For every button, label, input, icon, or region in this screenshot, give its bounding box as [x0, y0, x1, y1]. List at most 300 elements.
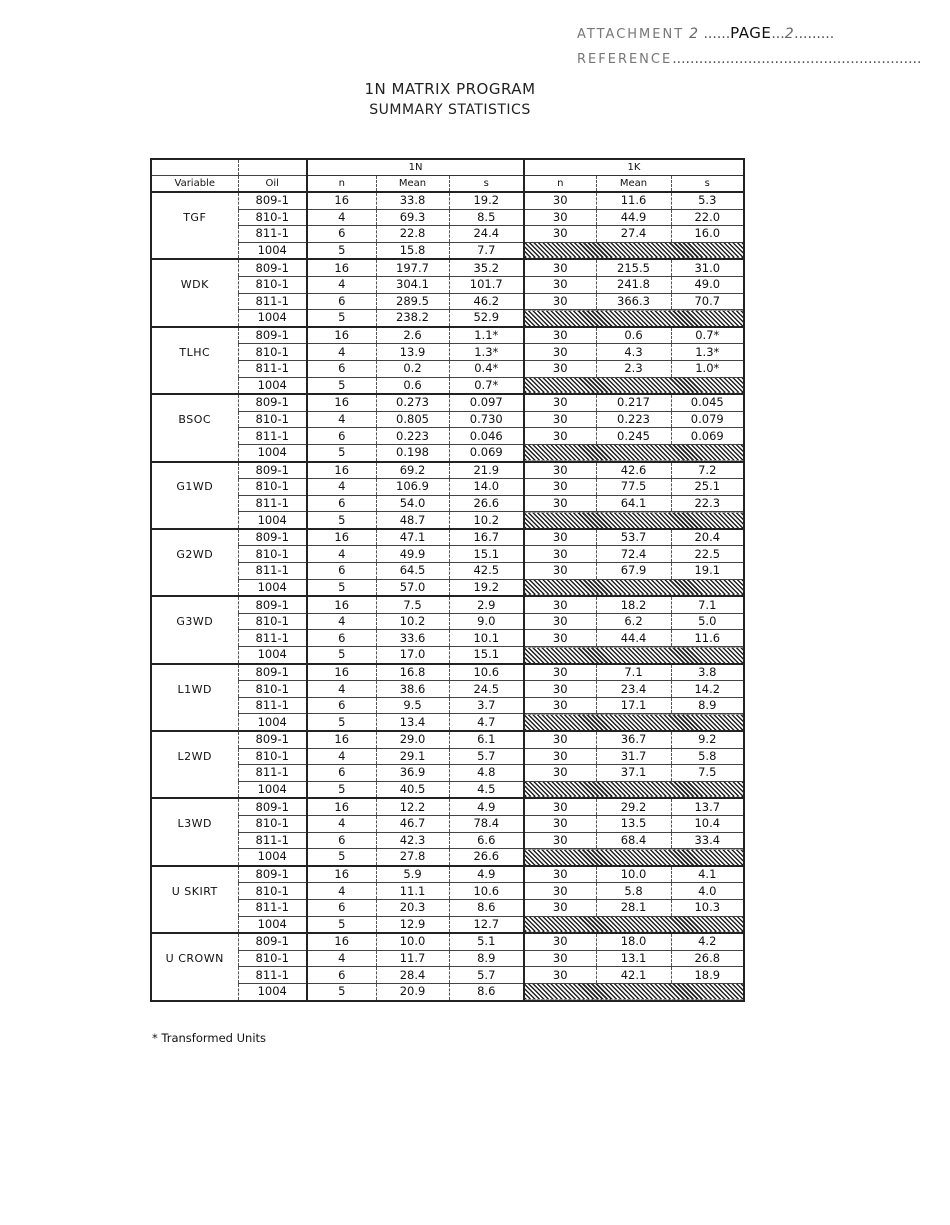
variable-cell [151, 967, 238, 984]
table-row [151, 630, 744, 647]
s-1n-cell: 9.0 [449, 613, 524, 630]
variable-cell [151, 462, 238, 479]
n-1k-cell: 30 [524, 360, 596, 377]
s-1k-cell: 18.9 [671, 967, 744, 984]
mean-1n-cell: 47.1 [376, 529, 449, 546]
s-1n-cell: 2.9 [449, 596, 524, 613]
table-row [151, 344, 744, 361]
n-1k-cell: 30 [524, 563, 596, 580]
s-1n-cell: 26.6 [449, 495, 524, 512]
n-1n-cell: 4 [307, 883, 376, 900]
mean-1k-cell: 0.217 [596, 394, 671, 411]
n-1k-cell: 30 [524, 765, 596, 782]
n-1n-cell: 4 [307, 546, 376, 563]
n-1n-cell: 4 [307, 276, 376, 293]
s-1k-cell: 10.4 [671, 815, 744, 832]
s-1n-cell: 4.8 [449, 765, 524, 782]
variable-cell [151, 192, 238, 209]
n-1n-cell: 5 [307, 579, 376, 596]
table-row [151, 529, 744, 546]
mean-1n-cell: 64.5 [376, 563, 449, 580]
mean-1n-cell: 27.8 [376, 849, 449, 866]
n-1k-cell: 30 [524, 933, 596, 950]
n-1n-cell: 5 [307, 444, 376, 461]
variable-cell [151, 647, 238, 664]
table-row [151, 781, 744, 798]
oil-cell: 811-1 [238, 226, 307, 243]
variable-cell [151, 563, 238, 580]
oil-cell: 1004 [238, 242, 307, 259]
n-1n-cell: 4 [307, 344, 376, 361]
page-title: 1N MATRIX PROGRAM [364, 80, 536, 98]
variable-cell [151, 529, 238, 546]
mean-1k-cell: 67.9 [596, 563, 671, 580]
table-row [151, 731, 744, 748]
n-1n-cell: 4 [307, 209, 376, 226]
n-1k-cell: 30 [524, 815, 596, 832]
variable-cell: L2WD [177, 749, 212, 763]
hatched-cell [524, 444, 744, 461]
s-1k-cell: 22.3 [671, 495, 744, 512]
mean-1k-cell: 53.7 [596, 529, 671, 546]
n-1n-cell: 6 [307, 428, 376, 445]
oil-cell: 811-1 [238, 967, 307, 984]
hatched-cell [524, 647, 744, 664]
variable-cell [151, 226, 238, 243]
table-row [151, 596, 744, 613]
oil-cell: 1004 [238, 647, 307, 664]
mean-1n-cell: 22.8 [376, 226, 449, 243]
n-1k-cell: 30 [524, 596, 596, 613]
mean-1k-cell: 10.0 [596, 866, 671, 883]
oil-cell: 809-1 [238, 462, 307, 479]
table-row [151, 479, 744, 496]
n-1n-cell: 5 [307, 781, 376, 798]
group-header-row [151, 159, 744, 176]
variable-cell [151, 579, 238, 596]
s-1k-cell: 3.8 [671, 664, 744, 681]
n-1n-cell: 4 [307, 681, 376, 698]
s-1k-cell: 25.1 [671, 479, 744, 496]
column-header-1k-mean: Mean [596, 176, 671, 193]
n-1k-cell: 30 [524, 479, 596, 496]
mean-1k-cell: 72.4 [596, 546, 671, 563]
oil-cell: 811-1 [238, 899, 307, 916]
s-1n-cell: 12.7 [449, 916, 524, 933]
mean-1n-cell: 69.3 [376, 209, 449, 226]
mean-1n-cell: 42.3 [376, 832, 449, 849]
table-row [151, 259, 744, 276]
mean-1k-cell: 0.223 [596, 411, 671, 428]
hatched-cell [524, 849, 744, 866]
n-1n-cell: 16 [307, 529, 376, 546]
variable-cell: L3WD [177, 817, 212, 831]
n-1k-cell: 30 [524, 613, 596, 630]
hatched-cell [524, 377, 744, 394]
s-1k-cell: 1.0* [671, 360, 744, 377]
s-1n-cell: 4.5 [449, 781, 524, 798]
s-1n-cell: 6.1 [449, 731, 524, 748]
mean-1n-cell: 54.0 [376, 495, 449, 512]
n-1k-cell: 30 [524, 209, 596, 226]
mean-1n-cell: 12.2 [376, 798, 449, 815]
mean-1n-cell: 38.6 [376, 681, 449, 698]
n-1n-cell: 5 [307, 647, 376, 664]
n-1k-cell: 30 [524, 495, 596, 512]
mean-1n-cell: 289.5 [376, 293, 449, 310]
mean-1k-cell: 13.5 [596, 815, 671, 832]
n-1k-cell: 30 [524, 546, 596, 563]
mean-1n-cell: 20.3 [376, 899, 449, 916]
table-row [151, 798, 744, 815]
table-body [151, 192, 744, 1001]
oil-cell: 810-1 [238, 546, 307, 563]
mean-1k-cell: 68.4 [596, 832, 671, 849]
table-row [151, 293, 744, 310]
mean-1n-cell: 48.7 [376, 512, 449, 529]
oil-cell: 811-1 [238, 697, 307, 714]
column-header-1k-n: n [524, 176, 596, 193]
hatched-cell [524, 714, 744, 731]
mean-1n-cell: 0.6 [376, 377, 449, 394]
hatched-cell [524, 512, 744, 529]
variable-cell [151, 377, 238, 394]
table-row [151, 546, 744, 563]
n-1n-cell: 16 [307, 596, 376, 613]
mean-1n-cell: 304.1 [376, 276, 449, 293]
oil-cell: 810-1 [238, 411, 307, 428]
mean-1n-cell: 29.1 [376, 748, 449, 765]
mean-1n-cell: 106.9 [376, 479, 449, 496]
n-1n-cell: 16 [307, 259, 376, 276]
n-1n-cell: 16 [307, 731, 376, 748]
n-1n-cell: 16 [307, 866, 376, 883]
n-1n-cell: 6 [307, 697, 376, 714]
group-1n-header: 1N [307, 159, 524, 176]
s-1n-cell: 52.9 [449, 310, 524, 327]
mean-1k-cell: 241.8 [596, 276, 671, 293]
mean-1k-cell: 31.7 [596, 748, 671, 765]
variable-cell [151, 327, 238, 344]
n-1n-cell: 5 [307, 242, 376, 259]
mean-1k-cell: 11.6 [596, 192, 671, 209]
mean-1n-cell: 49.9 [376, 546, 449, 563]
mean-1k-cell: 366.3 [596, 293, 671, 310]
page-subtitle: SUMMARY STATISTICS [369, 102, 531, 118]
table-row [151, 428, 744, 445]
s-1k-cell: 5.3 [671, 192, 744, 209]
mean-1n-cell: 197.7 [376, 259, 449, 276]
s-1n-cell: 6.6 [449, 832, 524, 849]
n-1k-cell: 30 [524, 731, 596, 748]
n-1k-cell: 30 [524, 832, 596, 849]
oil-cell: 1004 [238, 781, 307, 798]
oil-cell: 809-1 [238, 596, 307, 613]
mean-1n-cell: 11.1 [376, 883, 449, 900]
variable-cell [151, 731, 238, 748]
n-1k-cell: 30 [524, 462, 596, 479]
variable-cell [151, 293, 238, 310]
oil-cell: 810-1 [238, 479, 307, 496]
table-row [151, 883, 744, 900]
oil-cell: 809-1 [238, 192, 307, 209]
table-row [151, 613, 744, 630]
s-1n-cell: 101.7 [449, 276, 524, 293]
oil-cell: 810-1 [238, 748, 307, 765]
s-1n-cell: 10.6 [449, 883, 524, 900]
hatched-cell [524, 983, 744, 1000]
variable-cell: U SKIRT [171, 884, 218, 898]
mean-1n-cell: 33.6 [376, 630, 449, 647]
n-1n-cell: 4 [307, 748, 376, 765]
oil-cell: 811-1 [238, 360, 307, 377]
s-1k-cell: 10.3 [671, 899, 744, 916]
s-1n-cell: 21.9 [449, 462, 524, 479]
n-1n-cell: 5 [307, 377, 376, 394]
oil-cell: 809-1 [238, 394, 307, 411]
s-1k-cell: 5.8 [671, 748, 744, 765]
s-1n-cell: 35.2 [449, 259, 524, 276]
s-1k-cell: 19.1 [671, 563, 744, 580]
s-1n-cell: 0.7* [449, 377, 524, 394]
n-1k-cell: 30 [524, 883, 596, 900]
mean-1n-cell: 5.9 [376, 866, 449, 883]
variable-cell [151, 983, 238, 1000]
column-header-1k-s: s [671, 176, 744, 193]
s-1k-cell: 22.0 [671, 209, 744, 226]
variable-cell [151, 630, 238, 647]
variable-cell [151, 242, 238, 259]
variable-cell: G2WD [176, 547, 214, 561]
n-1n-cell: 4 [307, 613, 376, 630]
mean-1k-cell: 44.9 [596, 209, 671, 226]
s-1k-cell: 13.7 [671, 798, 744, 815]
s-1n-cell: 14.0 [449, 479, 524, 496]
n-1n-cell: 4 [307, 479, 376, 496]
mean-1n-cell: 33.8 [376, 192, 449, 209]
s-1n-cell: 10.6 [449, 664, 524, 681]
s-1k-cell: 33.4 [671, 832, 744, 849]
oil-cell: 810-1 [238, 681, 307, 698]
attachment-label: ATTACHMENT [577, 27, 685, 42]
mean-1n-cell: 238.2 [376, 310, 449, 327]
page-number: 2 [784, 26, 795, 42]
mean-1n-cell: 0.273 [376, 394, 449, 411]
oil-cell: 809-1 [238, 731, 307, 748]
s-1n-cell: 15.1 [449, 647, 524, 664]
s-1k-cell: 0.7* [671, 327, 744, 344]
mean-1k-cell: 0.6 [596, 327, 671, 344]
n-1n-cell: 6 [307, 899, 376, 916]
s-1k-cell: 0.045 [671, 394, 744, 411]
table-row [151, 495, 744, 512]
variable-cell [151, 495, 238, 512]
n-1n-cell: 6 [307, 563, 376, 580]
variable-cell: TLHC [179, 345, 211, 359]
oil-cell: 811-1 [238, 293, 307, 310]
oil-cell: 810-1 [238, 344, 307, 361]
oil-cell: 811-1 [238, 495, 307, 512]
mean-1k-cell: 44.4 [596, 630, 671, 647]
reference-line: REFERENCE........................................................ [577, 51, 922, 67]
page-label: PAGE [730, 24, 772, 42]
mean-1n-cell: 29.0 [376, 731, 449, 748]
table-row [151, 360, 744, 377]
s-1n-cell: 78.4 [449, 815, 524, 832]
s-1n-cell: 24.4 [449, 226, 524, 243]
mean-1k-cell: 5.8 [596, 883, 671, 900]
oil-cell: 811-1 [238, 630, 307, 647]
variable-cell [151, 849, 238, 866]
oil-cell: 809-1 [238, 327, 307, 344]
table-row [151, 681, 744, 698]
s-1k-cell: 22.5 [671, 546, 744, 563]
oil-cell: 811-1 [238, 832, 307, 849]
mean-1k-cell: 29.2 [596, 798, 671, 815]
s-1n-cell: 10.1 [449, 630, 524, 647]
hatched-cell [524, 781, 744, 798]
n-1n-cell: 6 [307, 293, 376, 310]
variable-cell [151, 697, 238, 714]
variable-cell [151, 360, 238, 377]
n-1k-cell: 30 [524, 697, 596, 714]
variable-cell [151, 916, 238, 933]
oil-cell: 1004 [238, 983, 307, 1000]
s-1n-cell: 0.4* [449, 360, 524, 377]
s-1n-cell: 5.7 [449, 748, 524, 765]
mean-1n-cell: 46.7 [376, 815, 449, 832]
table-row [151, 832, 744, 849]
table-row [151, 394, 744, 411]
s-1k-cell: 7.1 [671, 596, 744, 613]
table-row [151, 765, 744, 782]
s-1n-cell: 4.7 [449, 714, 524, 731]
n-1k-cell: 30 [524, 327, 596, 344]
table-row [151, 411, 744, 428]
table-row [151, 192, 744, 209]
s-1n-cell: 4.9 [449, 866, 524, 883]
oil-cell: 809-1 [238, 529, 307, 546]
variable-cell: BSOC [178, 413, 212, 427]
mean-1k-cell: 7.1 [596, 664, 671, 681]
oil-cell: 810-1 [238, 950, 307, 967]
table-row [151, 950, 744, 967]
table-row [151, 866, 744, 883]
variable-cell [151, 444, 238, 461]
n-1n-cell: 6 [307, 765, 376, 782]
n-1n-cell: 4 [307, 411, 376, 428]
oil-cell: 810-1 [238, 815, 307, 832]
mean-1k-cell: 37.1 [596, 765, 671, 782]
variable-cell [151, 832, 238, 849]
variable-cell: WDK [180, 278, 209, 292]
hatched-cell [524, 579, 744, 596]
variable-cell: G3WD [176, 615, 214, 629]
s-1n-cell: 8.9 [449, 950, 524, 967]
mean-1n-cell: 57.0 [376, 579, 449, 596]
reference-label: REFERENCE [577, 52, 673, 67]
mean-1k-cell: 42.1 [596, 967, 671, 984]
s-1n-cell: 7.7 [449, 242, 524, 259]
hatched-cell [524, 310, 744, 327]
s-1n-cell: 8.5 [449, 209, 524, 226]
table-row [151, 916, 744, 933]
n-1k-cell: 30 [524, 798, 596, 815]
mean-1k-cell: 36.7 [596, 731, 671, 748]
n-1n-cell: 16 [307, 933, 376, 950]
mean-1k-cell: 18.0 [596, 933, 671, 950]
s-1k-cell: 26.8 [671, 950, 744, 967]
attachment-line: ATTACHMENT 2 ......PAGE...2......... [577, 24, 835, 42]
table-row [151, 714, 744, 731]
mean-1n-cell: 40.5 [376, 781, 449, 798]
variable-cell [151, 259, 238, 276]
table-row [151, 444, 744, 461]
column-header-1n-n: n [307, 176, 376, 193]
oil-cell: 1004 [238, 579, 307, 596]
table-row [151, 697, 744, 714]
s-1k-cell: 20.4 [671, 529, 744, 546]
table-row [151, 512, 744, 529]
table-row [151, 242, 744, 259]
s-1k-cell: 4.0 [671, 883, 744, 900]
s-1n-cell: 42.5 [449, 563, 524, 580]
n-1n-cell: 16 [307, 327, 376, 344]
s-1n-cell: 46.2 [449, 293, 524, 310]
mean-1n-cell: 17.0 [376, 647, 449, 664]
s-1k-cell: 31.0 [671, 259, 744, 276]
table-row [151, 462, 744, 479]
variable-cell [151, 394, 238, 411]
oil-cell: 810-1 [238, 613, 307, 630]
n-1n-cell: 5 [307, 916, 376, 933]
mean-1n-cell: 11.7 [376, 950, 449, 967]
variable-cell [151, 714, 238, 731]
mean-1k-cell: 64.1 [596, 495, 671, 512]
s-1n-cell: 19.2 [449, 192, 524, 209]
s-1n-cell: 0.069 [449, 444, 524, 461]
n-1n-cell: 16 [307, 798, 376, 815]
mean-1n-cell: 0.198 [376, 444, 449, 461]
s-1n-cell: 19.2 [449, 579, 524, 596]
mean-1k-cell: 13.1 [596, 950, 671, 967]
table-row [151, 983, 744, 1000]
s-1n-cell: 8.6 [449, 899, 524, 916]
table-row [151, 310, 744, 327]
s-1k-cell: 8.9 [671, 697, 744, 714]
variable-cell [151, 664, 238, 681]
s-1k-cell: 4.1 [671, 866, 744, 883]
s-1n-cell: 26.6 [449, 849, 524, 866]
mean-1n-cell: 15.8 [376, 242, 449, 259]
oil-cell: 1004 [238, 916, 307, 933]
mean-1k-cell: 27.4 [596, 226, 671, 243]
s-1n-cell: 16.7 [449, 529, 524, 546]
n-1k-cell: 30 [524, 276, 596, 293]
table-row [151, 815, 744, 832]
oil-cell: 810-1 [238, 209, 307, 226]
table-row [151, 209, 744, 226]
mean-1k-cell: 215.5 [596, 259, 671, 276]
table-row [151, 327, 744, 344]
footnote: * Transformed Units [152, 1031, 267, 1045]
oil-cell: 810-1 [238, 276, 307, 293]
s-1n-cell: 15.1 [449, 546, 524, 563]
mean-1n-cell: 7.5 [376, 596, 449, 613]
oil-cell: 809-1 [238, 933, 307, 950]
s-1k-cell: 49.0 [671, 276, 744, 293]
column-header-oil: Oil [238, 176, 307, 193]
